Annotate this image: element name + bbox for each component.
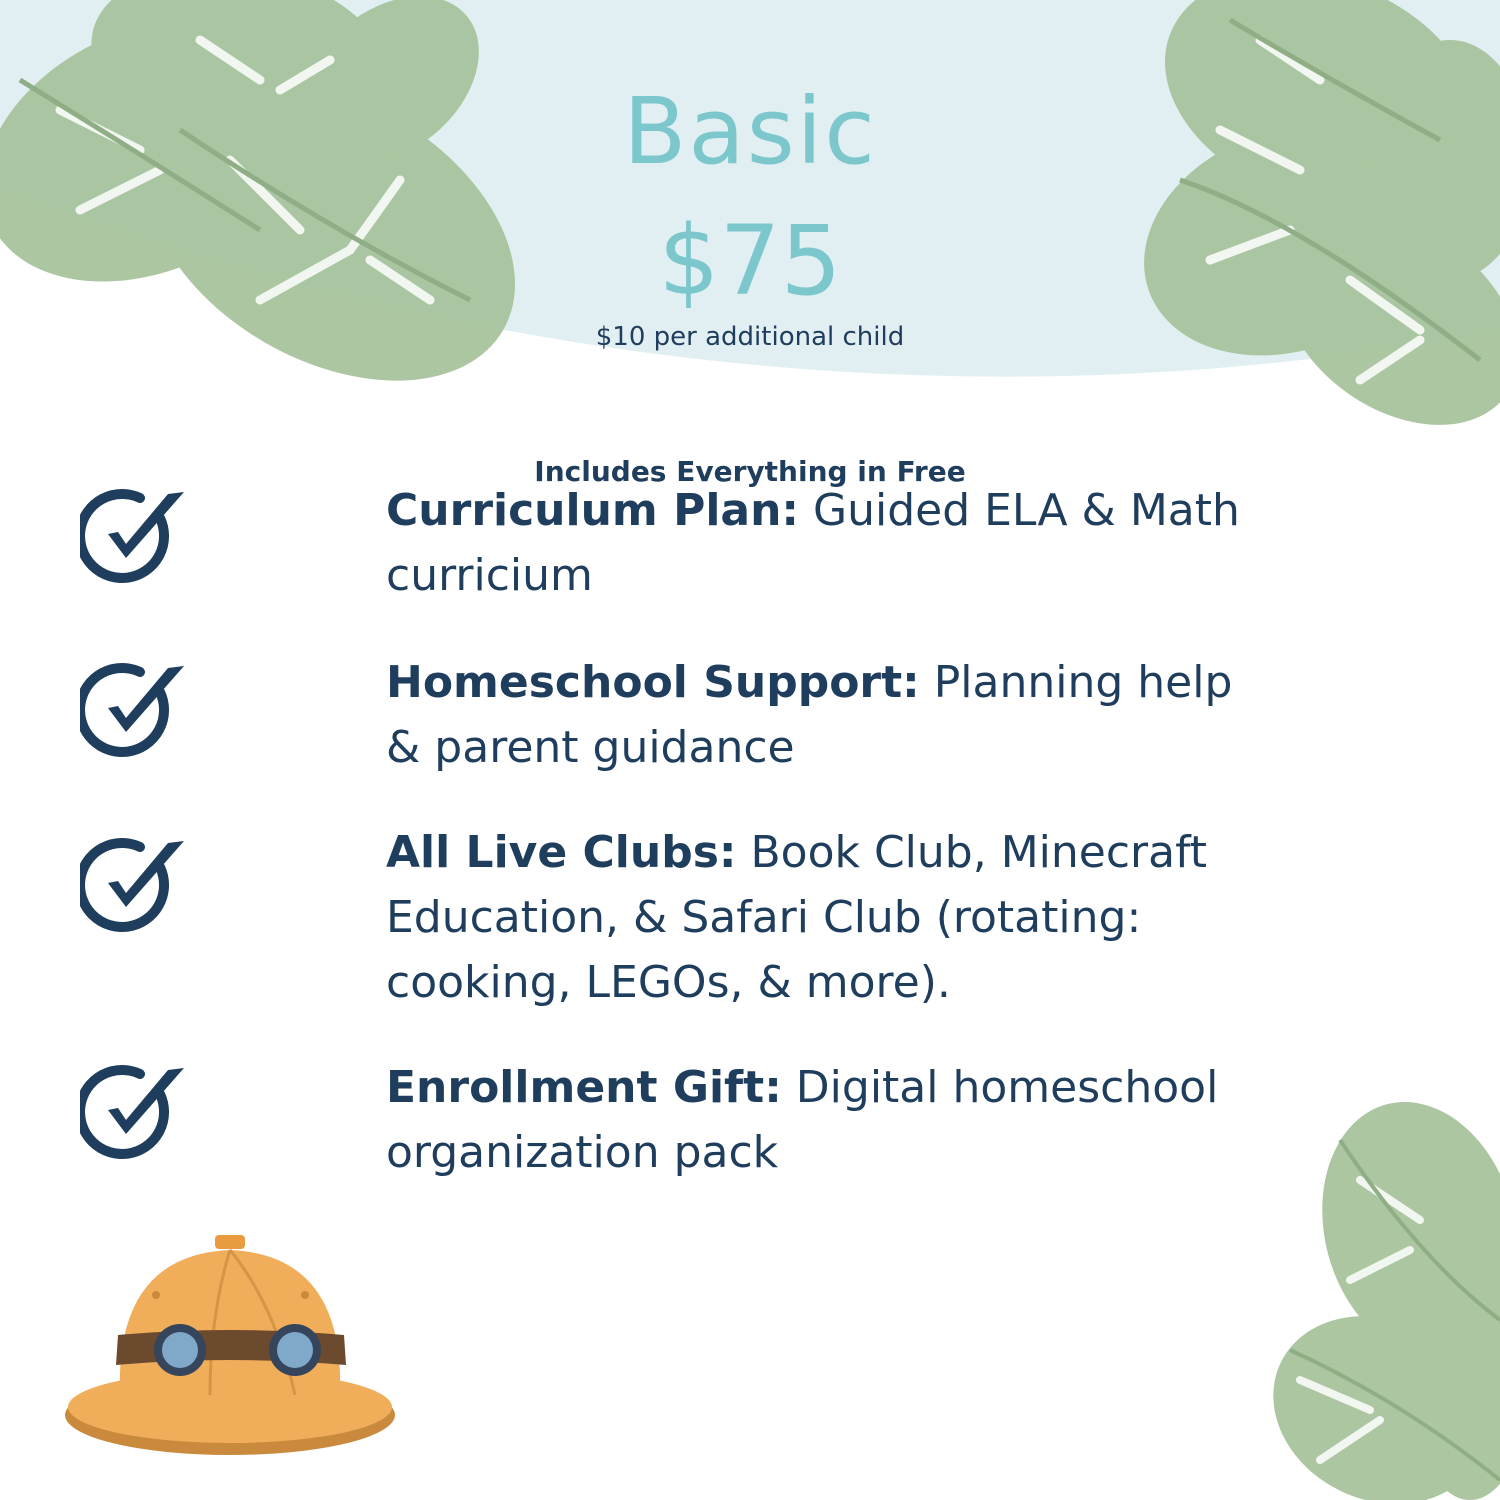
feature-live-clubs — [386, 820, 1266, 1015]
check-circle-icon — [80, 1064, 190, 1164]
feature-text: Digital homeschool organization pack — [386, 1062, 1219, 1178]
check-circle-icon — [80, 488, 190, 588]
feature-text: Planning help & parent guidance — [386, 657, 1233, 773]
feature-text: Book Club, Minecraft Education, & Safari Club (rotating: cooking, LEGOs, & more). — [386, 827, 1208, 1008]
feature-text: Guided ELA & Math curricium — [386, 485, 1240, 601]
feature-label: Homeschool Support: — [386, 657, 920, 708]
plan-name: Basic — [623, 78, 877, 185]
check-circle-icon — [80, 837, 190, 937]
feature-enrollment-gift — [386, 1055, 1266, 1185]
additional-child-price: $10 per additional child — [595, 322, 905, 352]
plan-price: $75 — [658, 205, 842, 317]
feature-label: All Live Clubs: — [386, 827, 737, 878]
feature-label: Enrollment Gift: — [386, 1062, 782, 1113]
safari-hat-icon — [60, 1235, 400, 1465]
feature-homeschool-support — [386, 650, 1266, 780]
feature-label: Curriculum Plan: — [386, 485, 800, 536]
includes-heading: Includes Everything in Free — [534, 455, 966, 488]
feature-curriculum-plan — [386, 478, 1266, 608]
check-circle-icon — [80, 662, 190, 762]
